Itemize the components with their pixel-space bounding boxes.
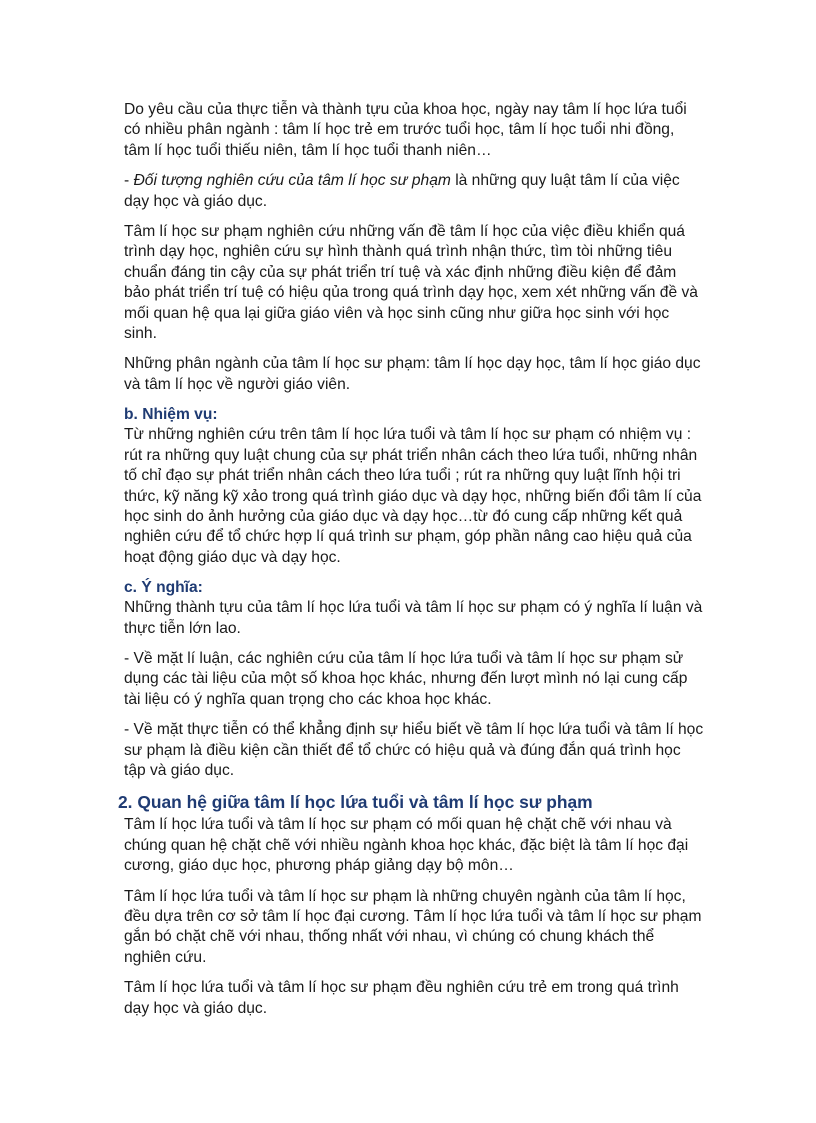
italic-term: Đối tượng nghiên cứu của tâm lí học sư phạm (133, 172, 451, 190)
paragraph-significance-intro: Những thành tựu của tâm lí học lứa tuổi và tâm lí học sư phạm có ý nghĩa lí luận và thực tiễn lớn lao. (124, 599, 703, 637)
section-title-relationship: 2. Quan hệ giữa tâm lí học lứa tuổi và tâm lí học sư phạm (118, 792, 593, 813)
paragraph-relationship-1: Tâm lí học lứa tuổi và tâm lí học sư phạm có mối quan hệ chặt chẽ với nhau và chúng quan hệ chặt chẽ với nhiều ngành khoa học khác, đặc biệt là tâm lí học đại cương, giáo dục học, phương pháp giảng dạy bộ môn… (124, 816, 689, 875)
paragraph-research-object (124, 171, 704, 212)
paragraph-practical-significance: - Về mặt thực tiễn có thể khẳng định sự hiểu biết về tâm lí học lứa tuổi và tâm lí học sư phạm là điều kiện cần thiết để tổ chức có hiệu quả và đúng đắn quá trình học tập và giáo dục. (124, 721, 704, 779)
paragraph-relationship-3: Tâm lí học lứa tuổi và tâm lí học sư phạm đều nghiên cứu trẻ em trong quá trình dạy học và giáo dục. (124, 979, 679, 1017)
paragraph-pedagogical-psychology-scope: Tâm lí học sư phạm nghiên cứu những vấn đề tâm lí học của việc điều khiển quá trình dạy học, nghiên cứu sự hình thành quá trình nhận thức, tìm tòi những tiêu chuẩn đáng tin cậy của sự phát triển trí tuệ và xác định những điều kiện để đảm bảo phát triển trí tuệ có hiệu qủa trong quá trình dạy học, xem xét những vấn đề và mối quan hệ qua lại giữa giáo viên và học sinh cũng như giữa học sinh với học sinh. (124, 223, 698, 343)
paragraph-text: là những quy luật tâm lí của việc dạy học và giáo dục. (124, 172, 680, 210)
paragraph-pedagogical-branches: Những phân ngành của tâm lí học sư phạm: tâm lí học dạy học, tâm lí học giáo dục và tâm lí học về người giáo viên. (124, 355, 701, 393)
heading-tasks: b. Nhiệm vụ: (124, 406, 218, 424)
heading-significance: c. Ý nghĩa: (124, 579, 203, 597)
paragraph-tasks: Từ những nghiên cứu trên tâm lí học lứa tuổi và tâm lí học sư phạm có nhiệm vụ : rút ra những quy luật chung của sự phát triển nhân cách theo lứa tuổi, những nhân tố chỉ đạo sự phát triển nhân cách theo lứa tuổi ; rút ra những quy luật lĩnh hội tri thức, kỹ năng kỹ xảo trong quá trình giáo dục và dạy học, những biến đổi tâm lí của học sinh do ảnh hưởng của giáo dục và dạy học…từ đó cung cấp những kết quả nghiên cứu để tổ chức hợp lí quá trình sư phạm, góp phần nâng cao hiệu quả của hoạt động giáo dục và dạy học. (124, 426, 702, 566)
paragraph-relationship-2: Tâm lí học lứa tuổi và tâm lí học sư phạm là những chuyên ngành của tâm lí học, đều dựa trên cơ sở tâm lí học đại cương. Tâm lí học lứa tuổi và tâm lí học sư phạm gắn bó chặt chẽ với nhau, thống nhất với nhau, vì chúng có chung khách thể nghiên cứu. (124, 887, 702, 966)
dash-prefix: - (124, 172, 134, 190)
document-body (118, 100, 704, 1029)
paragraph-theoretical-significance: - Về mặt lí luận, các nghiên cứu của tâm lí học lứa tuổi và tâm lí học sư phạm sử dụng các tài liệu của một số khoa học khác, nhưng đến lượt mình nó lại cung cấp tài liệu có ý nghĩa quan trọng cho các khoa học khác. (124, 649, 688, 708)
paragraph-age-psychology-branches: Do yêu cầu của thực tiễn và thành tựu của khoa học, ngày nay tâm lí học lứa tuổi có nhiều phân ngành : tâm lí học trẻ em trước tuổi học, tâm lí học tuổi nhi đồng, tâm lí học tuổi thiếu niên, tâm lí học tuổi thanh niên… (124, 101, 687, 159)
